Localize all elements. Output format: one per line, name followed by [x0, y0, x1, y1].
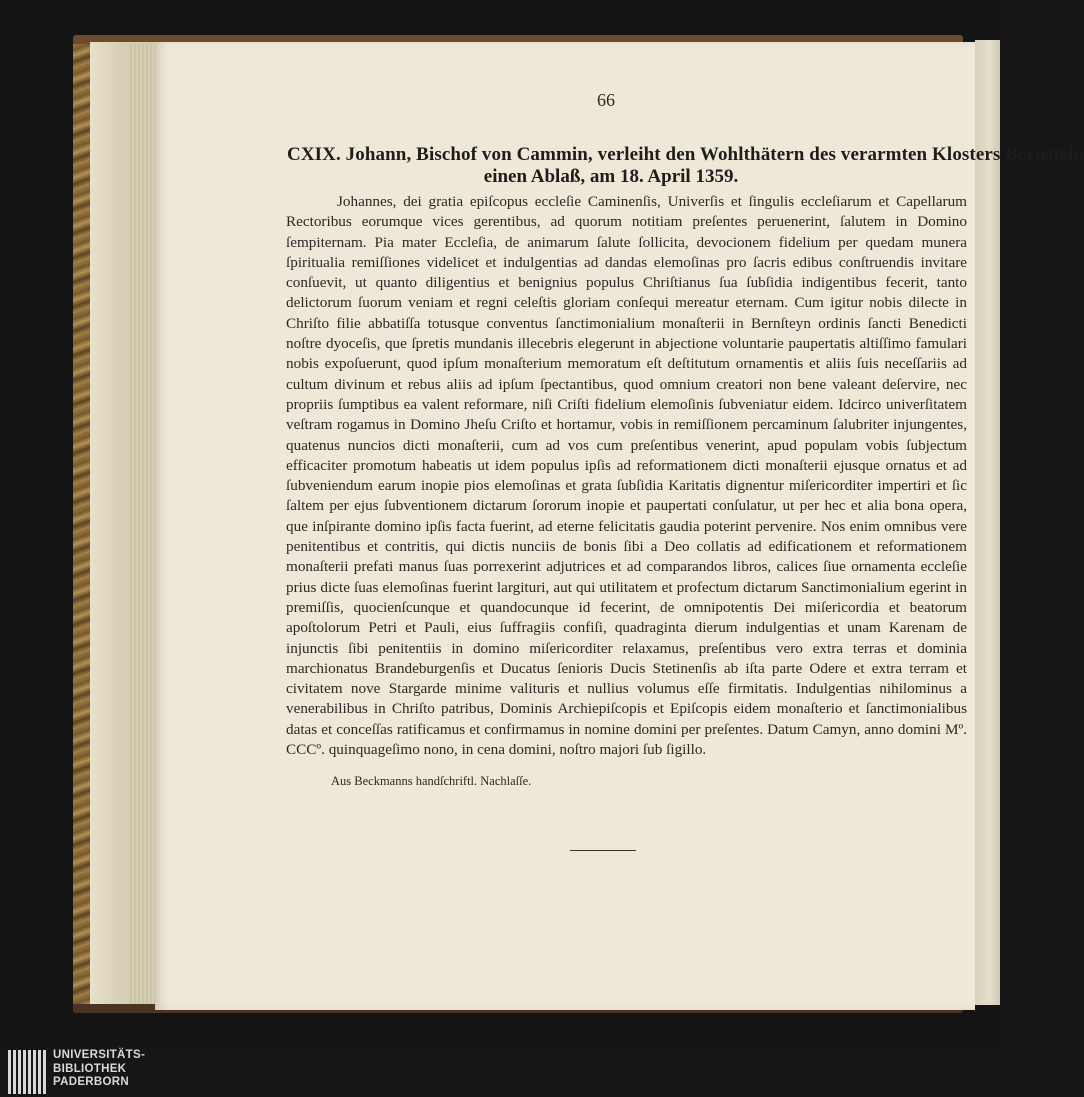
- document-heading: [287, 144, 1084, 188]
- body-paragraph: Johannes, dei gratia epiſcopus eccleſie Caminenſis, Univerſis et ſingulis eccleſiarum et Capellarum Rectoribus eorumque vices gerentibus, ad quorum notitiam preſentes peruenerint, ſalutem in Domino ſempiternam. Pia mater Eccleſia, de animarum ſalute ſollicita, devocionem fidelium per quedam munera ſpiritualia remiſſiones videlicet et indulgentias ad dandas elemoſinas pro ſacris edibus conſtruendis invitare conſuevit, ut quanto diligentius et benignius populus Chriſtianus ſua ſubſidia indigentibus fecerit, tanto delictorum ſuorum veniam et regni celeſtis gloriam conſequi mereatur eternam. Cum igitur nobis dilecte in Chriſto filie abbatiſſa totusque conventus ſanctimonialium monaſterii in Bernſteyn ordinis ſancti Benedicti noſtre dyoceſis, que ſpretis mundanis illecebris elegerunt in abjectione voluntarie paupertatis altiſſimo famulari nobis expoſuerunt, quod ipſum monaſterium memoratum eſt deſtitutum ornamentis et aliis ſuis neceſſariis ad cultum divinum et rebus aliis ad ipſum ſpectantibus, quod omnium creatori non bene valeant deſervire, nec propriis ſumptibus ea valent reformare, niſi Criſti fidelium elemoſinis ſubveniatur eidem. Idcirco univerſitatem veſtram rogamus in Domino Jheſu Criſto et hortamur, vobis in remiſſionem percaminum ſalubriter injungentes, quatenus nuncios dicti monaſterii, cum ad vos cum preſentibus venerint, apud populam vobis ſubjectum efficaciter promotum habeatis ut idem populus ipſis ad reformationem dicti monaſterii ejusque ornatus et ad ſubveniendum earum inopie pios elemoſinas et grata ſubſidia Karitatis dignentur miſericorditer impertiri et ſic ſaltem per ejus ſubventionem dictarum ſororum inopie et paupertati conſulatur, ut per hec et alia bona opera, que inſpirante domino ipſis facta fuerint, ad eterne felicitatis gaudia poterint pervenire. Nos enim omnibus vere penitentibus et contritis, qui dictis nunciis de bonis ſibi a Deo collatis ad edificationem et reformationem monaſterii prefati manus ſuas porrexerint adjutrices et ad comparandos libros, calices ſiue ornamenta eccleſie prius dicte ſuas elemoſinas fuerint largituri, aut qui utilitatem et profectum dictarum Sanctimonialium egerint in premiſſis, quocienſcunque et quandocunque id fecerint, de omnipotentis Dei miſericordia et beatorum apoſtolorum Petri et Pauli, eius ſuffragiis confiſi, quadraginta dierum indulgentias et unam Karenam de injunctis ſibi penitentiis in domino miſericorditer relaxamus, preſentibus vero extra terras et dominia marchionatus Brandeburgenſis et Ducatus ſenioris Ducis Stetinenſis ab iſta parte Odere et extra terram et civitatem nove Stargarde minime valituris et nullius volumus eſſe firmitatis. Indulgentias nihilominus a venerabilibus in Chriſto patribus, Dominis Archiepiſcopis et Epiſcopis eidem monaſterio et ſanctimonialibus datas et conceſſas ratificamus et confirmamus in nomine domini per preſentes. Datum Camyn, anno domini Mº. CCCº. quinquageſimo nono, in cena domini, noſtro majori ſub ſigillo.: [286, 193, 967, 759]
- library-logo-text: [53, 1049, 145, 1090]
- facing-page-edge: [975, 40, 1000, 1005]
- footer-bar: [0, 1046, 1000, 1097]
- end-rule: [570, 850, 636, 851]
- logo-line-1: UNIVERSITÄTS-: [53, 1049, 146, 1061]
- document-body: [286, 192, 967, 760]
- heading-title: Johann, Bischof von Cammin, verleiht den Wohlthätern des verarmten Klosters Bernstein: [345, 144, 1084, 165]
- page-number: 66: [597, 90, 615, 110]
- logo-line-3: PADERBORN: [53, 1076, 129, 1088]
- logo-line-2: BIBLIOTHEK: [53, 1062, 127, 1075]
- source-note: Aus Beckmanns handſchriftl. Nachlaſſe.: [331, 774, 532, 788]
- page-gutter: [128, 44, 158, 1004]
- heading-line-1: [287, 144, 1084, 166]
- library-logo-icon: [8, 1050, 48, 1094]
- heading-line-2: einen Ablaß, am 18. April 1359.: [483, 166, 739, 187]
- heading-numeral: CXIX.: [287, 144, 341, 165]
- book-page: [155, 42, 1084, 1010]
